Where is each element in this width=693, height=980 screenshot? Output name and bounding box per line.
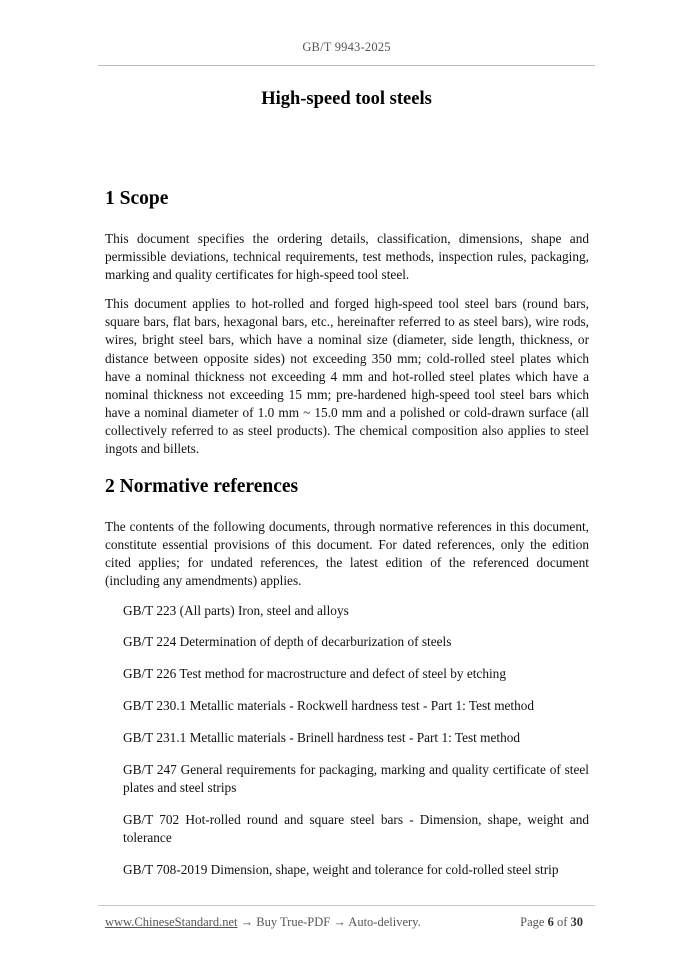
page-number-total: 30	[570, 915, 583, 929]
reference-item: GB/T 224 Determination of depth of decarburization of steels	[123, 634, 452, 650]
section-heading-normative-references: 2 Normative references	[105, 476, 299, 498]
reference-item: GB/T 702 Hot-rolled round and square steel bars - Dimension, shape, weight and tolerance	[123, 811, 589, 846]
reference-item: GB/T 223 (All parts) Iron, steel and alloys	[123, 602, 349, 618]
document-code-header: GB/T 9943-2025	[302, 40, 391, 54]
document-title: High-speed tool steels	[261, 89, 432, 109]
page-number-current: 6	[547, 915, 554, 929]
reference-list	[105, 602, 589, 880]
footer-divider	[98, 905, 595, 906]
section-heading-scope: 1 Scope	[105, 188, 169, 209]
reference-item: GB/T 231.1 Metallic materials - Brinell hardness test - Part 1: Test method	[123, 730, 521, 746]
document-body	[105, 184, 589, 893]
normative-intro-paragraph: The contents of the following documents, through normative references in this document, constitute essential provisions of this document. For dated references, only the edition cited applies; for undated references, the latest edition of the referenced document (including any amendments) applies.	[105, 519, 589, 589]
scope-paragraph: This document applies to hot-rolled and forged high-speed tool steel bars (round bars, square bars, flat bars, hexagonal bars, etc., hereinafter referred to as steel bars), wire rods, wires, bright steel bars, which have a nominal size (diameter, side length, thickness, or distance between opposite sides) not exceeding 350 mm; cold-rolled steel plates which have a nominal thickness not exceeding 4 mm and hot-rolled steel plates which have a nominal thickness not exceeding 15 mm; pre-hardened high-speed tool steel bars which have a nominal diameter of 1.0 mm ~ 15.0 mm and a polished or cold-drawn surface (all collectively referred to as steel products). The chemical composition also applies to steel ingots and billets.	[105, 296, 589, 457]
page-of-label: of	[556, 915, 568, 929]
header-divider	[98, 65, 595, 66]
footer-promo	[105, 915, 421, 930]
page-indicator	[520, 915, 583, 930]
reference-item: GB/T 247 General requirements for packaging, marking and quality certificate of steel plates and steel strips	[123, 761, 589, 796]
scope-paragraph: This document specifies the ordering details, classification, dimensions, shape and permissible deviations, technical requirements, test methods, inspection rules, packaging, marking and quality certificates for high-speed tool steel.	[105, 231, 589, 283]
footer-promo-text: → Buy True-PDF → Auto-delivery.	[237, 915, 421, 929]
page-label: Page	[520, 915, 545, 929]
reference-item: GB/T 226 Test method for macrostructure and defect of steel by etching	[123, 666, 506, 682]
reference-item: GB/T 708-2019 Dimension, shape, weight and tolerance for cold-rolled steel strip	[123, 861, 559, 877]
website-link[interactable]: www.ChineseStandard.net	[105, 915, 238, 929]
reference-item: GB/T 230.1 Metallic materials - Rockwell hardness test - Part 1: Test method	[123, 698, 535, 714]
